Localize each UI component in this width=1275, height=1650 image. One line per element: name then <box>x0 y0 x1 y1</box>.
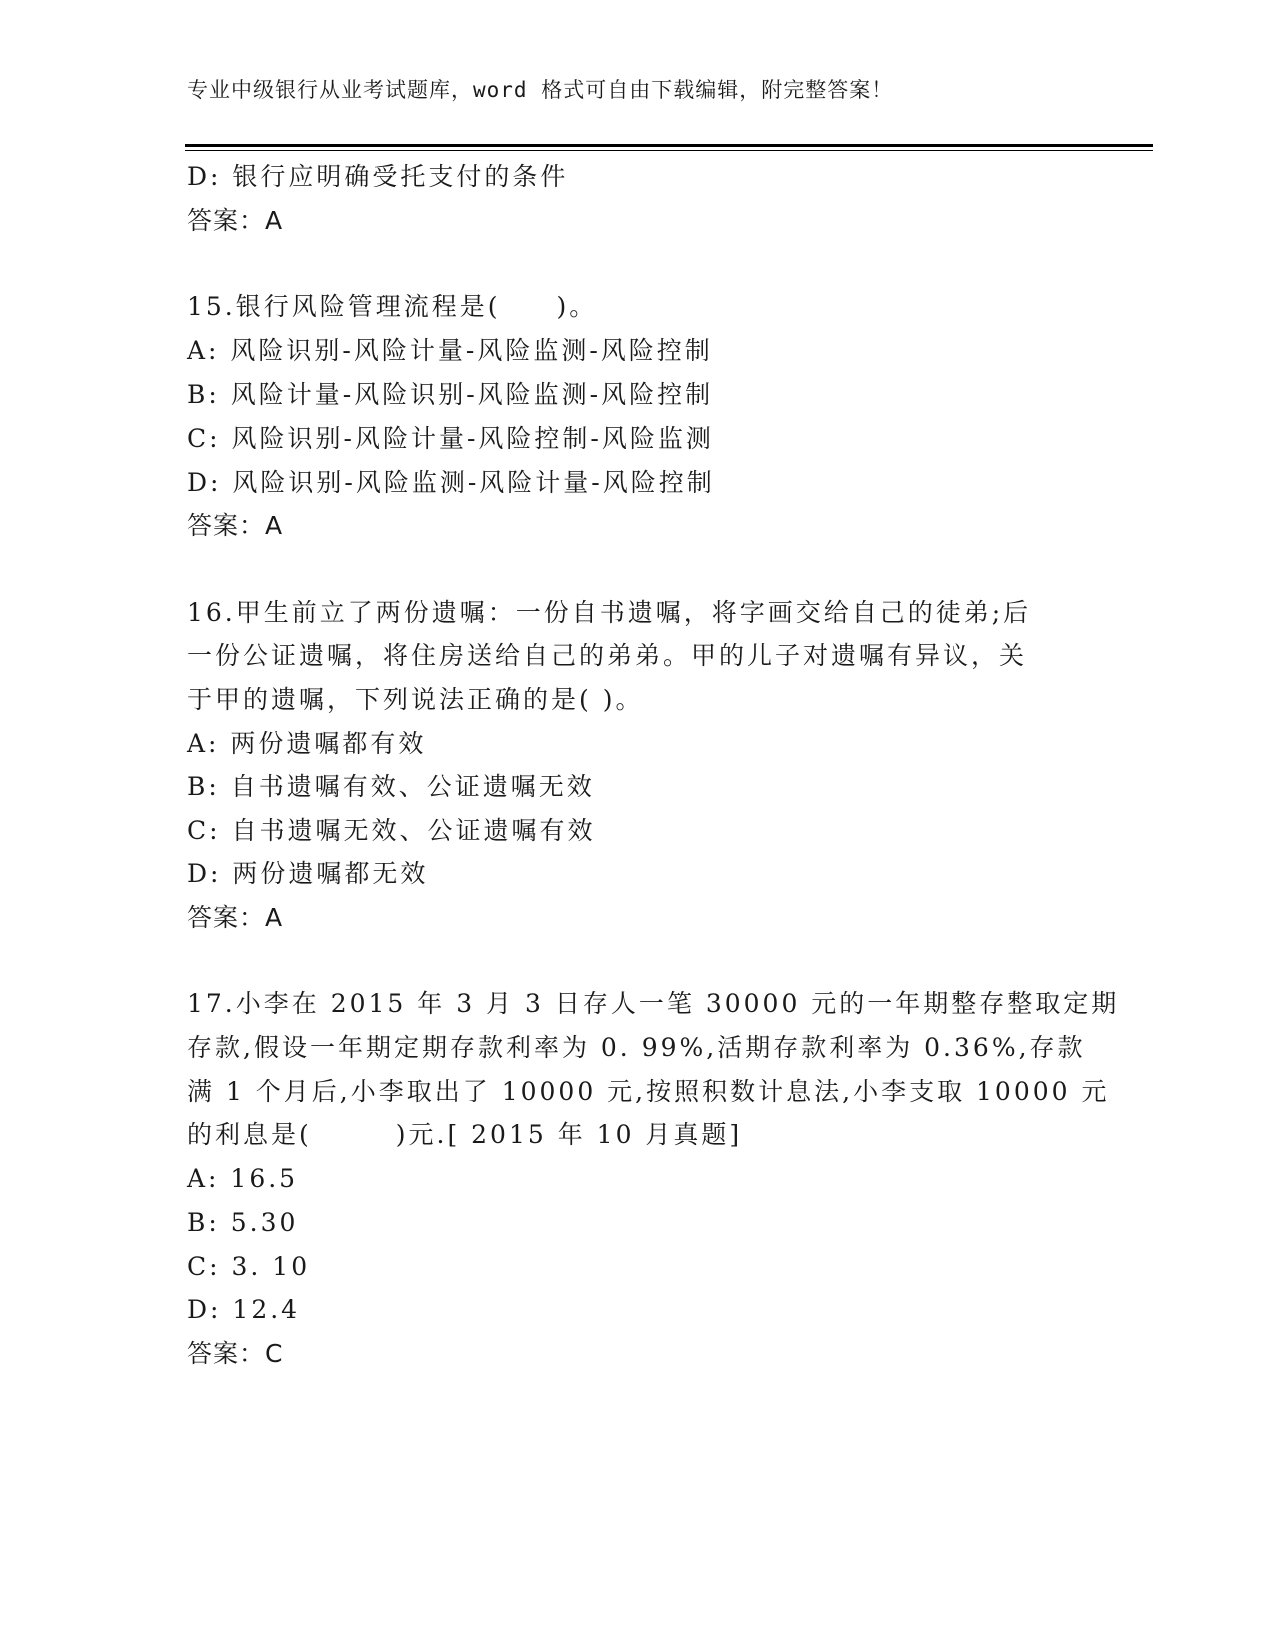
option-a: A: 风险识别-风险计量-风险监测-风险控制 <box>187 336 713 365</box>
question-stem-line-1: 17.小李在 2015 年 3 月 3 日存人一笔 30000 元的一年期整存整取定期 <box>187 989 1120 1018</box>
question-stem-line-1: 16.甲生前立了两份遗嘱：一份自书遗嘱，将字画交给自己的徒弟;后 <box>187 598 1032 627</box>
option-d: D: 12.4 <box>187 1295 301 1324</box>
header-rule-thick <box>185 144 1153 147</box>
option-b: B: 5.30 <box>187 1208 299 1237</box>
option-c: C: 3. 10 <box>187 1252 311 1281</box>
question-stem-line-4: 的利息是( )元.[ 2015 年 10 月真题] <box>187 1120 743 1149</box>
answer-line: 答案：A <box>187 903 284 932</box>
option-c: C: 风险识别-风险计量-风险控制-风险监测 <box>187 424 714 453</box>
header-rule-thin <box>185 150 1153 151</box>
option-d: D: 风险识别-风险监测-风险计量-风险控制 <box>187 468 715 497</box>
option-a: A: 16.5 <box>187 1164 299 1193</box>
option-a: A: 两份遗嘱都有效 <box>187 729 427 758</box>
answer-line: 答案：A <box>187 511 284 540</box>
question-stem-line-2: 存款,假设一年期定期存款利率为 0. 99%,活期存款利率为 0.36%,存款 <box>187 1033 1086 1062</box>
question-stem: 15.银行风险管理流程是( )。 <box>187 292 598 321</box>
answer-line: 答案：C <box>187 1339 284 1368</box>
question-stem-line-2: 一份公证遗嘱，将住房送给自己的弟弟。甲的儿子对遗嘱有异议，关 <box>187 641 1028 670</box>
option-b: B: 风险计量-风险识别-风险监测-风险控制 <box>187 380 714 409</box>
answer-line: 答案：A <box>187 206 284 235</box>
option-d: D: 银行应明确受托支付的条件 <box>187 162 569 191</box>
question-stem-line-3: 满 1 个月后,小李取出了 10000 元,按照积数计息法,小李支取 10000 元 <box>187 1077 1110 1106</box>
option-c: C: 自书遗嘱无效、公证遗嘱有效 <box>187 816 596 845</box>
option-b: B: 自书遗嘱有效、公证遗嘱无效 <box>187 772 595 801</box>
option-d: D: 两份遗嘱都无效 <box>187 859 429 888</box>
question-stem-line-3: 于甲的遗嘱，下列说法正确的是( )。 <box>187 685 644 714</box>
header-text: 专业中级银行从业考试题库，word 格式可自由下载编辑，附完整答案！ <box>187 78 894 102</box>
